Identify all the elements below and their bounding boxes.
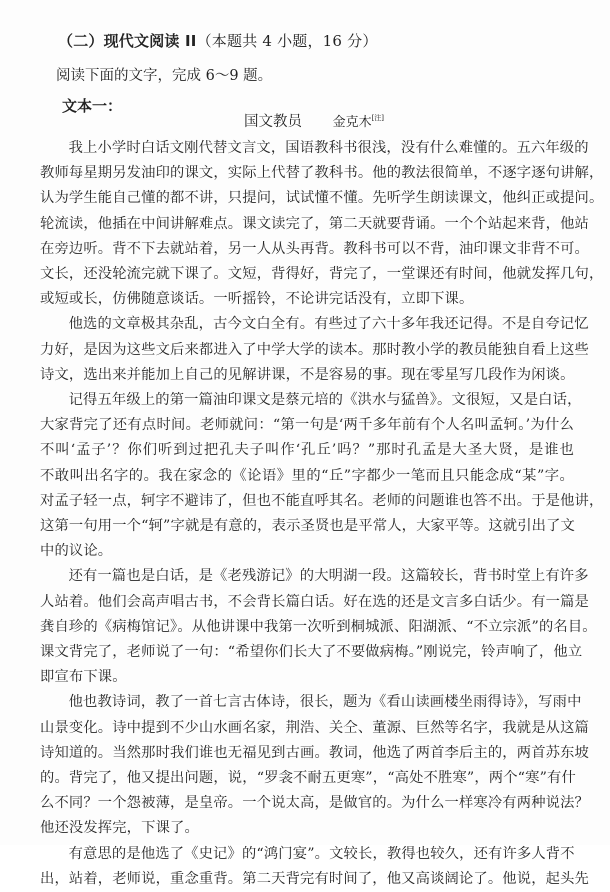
article-line: 他还没发挥完，下课了。 [40, 820, 199, 837]
article-line: 的。背完了，他又提出问题，说，“罗衾不耐五更寒”，“高处不胜寒”，两个“寒”有什 [40, 770, 576, 787]
article-line: 人站着。他们会高声唱古书，不会背长篇白话。好在选的还是文言多白话少。有一篇是 [40, 593, 589, 610]
article-line: 龚自珍的《病梅馆记》。从他讲课中我第一次听到桐城派、阳湖派、“不立宗派”的名目。 [40, 618, 597, 635]
article-line: 么不同？一个怨被薄，是皇帝。一个说太高，是做官的。为什么一样寒冷有两种说法？ [40, 795, 589, 812]
article-body [40, 136, 604, 892]
section-heading-score: （本题共 4 小题，16 分） [196, 32, 378, 50]
article-line: 记得五年级上的第一篇油印课文是蔡元培的《洪水与猛兽》。文很短，又是白话， [68, 392, 582, 409]
article-line: 教师每星期另发油印的课文，实际上代替了教科书。他的教法很简单，不逐字逐句讲解， [40, 165, 604, 182]
article-line: 中的议论。 [40, 543, 113, 560]
author-footnote-marker: [注] [371, 114, 385, 122]
article-line: 力好，是因为这些文后来都进入了中学大学的读本。那时教小学的教员能独自看上这些 [40, 341, 589, 358]
article-line: 文长，还没轮流完就下课了。文短，背得好，背完了，一堂课还有时间，他就发挥几句， [40, 266, 604, 283]
reading-instruction: 阅读下面的文字，完成 6～9 题。 [56, 68, 273, 84]
article-author: 金克木 [332, 115, 372, 130]
text-one-label: 文本一： [62, 97, 123, 115]
article-line: 课文背完了，老师说了一句：“希望你们长大了不要做病梅。”刚说完，铃声响了，他立 [40, 644, 583, 661]
article-line: 或短或长，仿佛随意谈话。一听摇铃，不论讲完话没有，立即下课。 [40, 291, 474, 308]
article-line: 不敢叫出名字的。我在家念的《论语》里的“丘”字都少一笔而且只能念成“某”字。 [40, 467, 574, 484]
article-line: 他选的文章极其杂乱，古今文白全有。有些过了六十多年我还记得。不是自夸记忆 [68, 316, 589, 333]
article-line: 对孟子轻一点，轲字不避讳了，但也不能直呼其名。老师的问题谁也答不出。于是他讲， [40, 492, 604, 509]
section-heading [58, 30, 378, 51]
article-line: 山景变化。诗中提到不少山水画名家，荆浩、关仝、董源、巨然等名字，我就是从这篇 [40, 719, 589, 736]
article-line: 诗知道的。当然那时我们谁也无福见到古画。教词，他选了两首李后主的，两首苏东坡 [40, 744, 589, 761]
article-line: 即宣布下课。 [40, 669, 127, 686]
article-line: 我上小学时白话文刚代替文言文，国语教科书很浅，没有什么难懂的。五六年级的 [68, 140, 589, 156]
article-line: 还有一篇也是白话，是《老残游记》的大明湖一段。这篇较长，背书时堂上有许多 [68, 568, 589, 585]
article-line: 轮流读，他插在中间讲解难点。课文读完了，第二天就要背诵。一个个站起来背，他站 [40, 215, 589, 232]
article-title-line [0, 110, 610, 131]
article-line: 不叫‘孟子’？你们听到过把孔夫子叫作‘孔丘’吗？”那时孔孟是大圣大贤，是谁也 [40, 442, 574, 459]
section-heading-title: （二）现代文阅读 II [58, 32, 197, 50]
article-line: 出，站着，老师说，重念重背。第二天背完有时间了，他又高谈阔论了。他说，起头先 [40, 870, 589, 887]
article-line: 认为学生能自己懂的都不讲，只提问，试试懂不懂。先听学生朗读课文，他纠正或提问。 [40, 190, 604, 207]
article-title: 国文教员 [243, 114, 302, 130]
article-line: 大家背完了还有点时间。老师就问：“第一句是‘两千多年前有个人名叫孟轲。’为什么 [40, 417, 574, 434]
article-line: 在旁边听。背不下去就站着，另一人从头再背。教科书可以不背，油印课文非背不可。 [40, 240, 589, 257]
article-line: 他也教诗词，教了一首七言古体诗，很长，题为《看山读画楼坐雨得诗》，写雨中 [68, 694, 582, 711]
article-line: 有意思的是他选了《史记》的“鸿门宴”。文较长，教得也较久，还有许多人背不 [68, 845, 575, 862]
article-line: 诗文，选出来并能加上自己的见解讲课，不是容易的事。现在零星写几段作为闲谈。 [40, 366, 575, 383]
article-line: 这第一句用一个“轲”字就是有意的，表示圣贤也是平常人，大家平等。这就引出了文 [40, 518, 576, 535]
